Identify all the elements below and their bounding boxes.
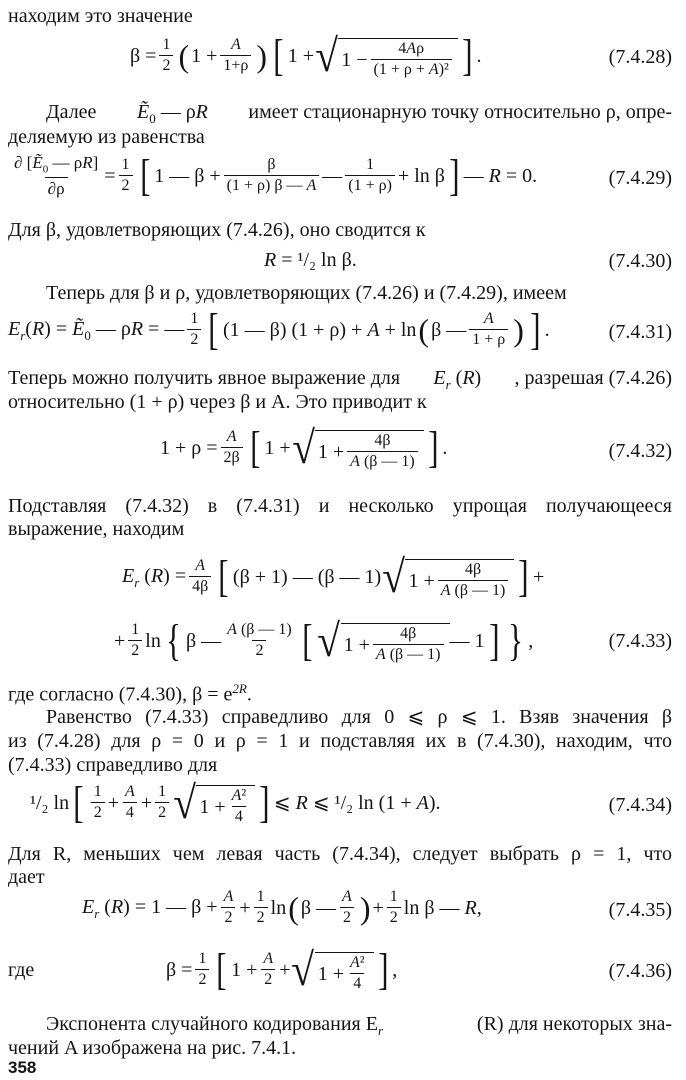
text-line-3: деляемую из равенства xyxy=(8,126,205,148)
math-inline: $E_r$ (R) xyxy=(433,367,482,392)
equation-number: (7.4.36) xyxy=(608,960,672,982)
math-inline: Ẽ$_0$ — ρR xyxy=(136,101,208,126)
equation-7-4-35: $E_r$ (R) = 1 — β + $\frac{A}{2}$ + $\frac{1}{2}$ ln ( β — $\frac{A}{2}$ ) + $\frac{1}{2}$ ln β — R, xyxy=(82,888,482,926)
exponent: 2R xyxy=(232,681,247,696)
text-line-17 xyxy=(46,1014,672,1037)
equation-7-4-32: 1 + ρ = $\frac{A}{2\beta}$ [ 1 + √ 1 + $\frac{4\beta}{A (\beta — 1)}$ ] . xyxy=(160,422,448,473)
text-line-11: Равенство (7.4.33) справедливо для 0 ⩽ ρ ⩽ 1. Взяв значения β xyxy=(46,706,672,728)
text-line-18: чений A изображена на рис. 7.4.1. xyxy=(8,1037,297,1059)
text-line-13: (7.4.33) справедливо для xyxy=(8,754,218,776)
equation-number: (7.4.34) xyxy=(608,794,672,816)
text-line-4: Для β, удовлетворяющих (7.4.26), оно сводится к xyxy=(8,219,426,241)
text-fragment: (R) для некоторых зна- xyxy=(476,1013,672,1035)
equation-number: (7.4.28) xyxy=(608,46,672,68)
text-fragment: имеет стационарную точку относительно ρ, опре- xyxy=(248,101,672,123)
equation-number: (7.4.35) xyxy=(608,899,672,921)
equation-7-4-30: R = ¹/₂ ln β. xyxy=(264,249,357,271)
equation-7-4-28: β = $\frac{1}{2}$ ( 1 + $\frac{A}{1+\rho}$ ) [ 1 + √ 1 − $\frac{4A\rho}{\text{(1 + ρ + A)²}}$ ] . xyxy=(130,30,482,81)
text-fragment: Далее xyxy=(46,101,97,123)
equation-7-4-34: ¹/₂ ln [ $\frac{1}{2}$ + $\frac{A}{4}$ + $\frac{1}{2}$ √ 1 + $\frac{\text{A²}}{4}$ ] ⩽ R ⩽ ¹/₂ ln (1 + A). xyxy=(30,777,441,828)
text-line-15: дает xyxy=(8,866,45,888)
equation-7-4-36: β = $\frac{1}{2}$ [ 1 + $\frac{A}{2}$ + √ 1 + $\frac{\text{A²}}{4}$ ] , xyxy=(166,944,398,995)
text-line-5: Теперь для β и ρ, удовлетворяющих (7.4.26) и (7.4.29), имеем xyxy=(46,282,567,304)
text-fragment: где согласно (7.4.30), β = e xyxy=(8,683,233,706)
text-line-10: где согласно (7.4.30), $\beta = e^{2R}$. xyxy=(8,681,252,706)
equation-7-4-33-line-1: $E_r$ (R) = $\frac{A}{4\beta}$ [ (β + 1) — (β — 1) √ 1 + $\frac{4\beta}{A (\beta — 1)}$ ] + xyxy=(122,551,545,602)
equation-7-4-29: $\frac{\partial [Ẽ_0 — \rho R]}{\partial\rho}$ = $\frac{1}{2}$ [ 1 — β + $\frac{\beta}{(1 + \rho) \beta — A}$ — $\frac{1}{(1 + \rho)}$ + ln β ] — R = 0. xyxy=(14,151,538,200)
text-fragment: Экспонента случайного кодирования $E_r$ xyxy=(46,1013,383,1038)
text-line-14: Для R, меньших чем левая часть (7.4.34), следует выбрать ρ = 1, что xyxy=(8,843,672,865)
text-line-2 xyxy=(46,102,672,125)
text-line-16: где xyxy=(8,959,35,981)
equation-7-4-33-line-2: + $\frac{1}{2}$ ln { β — $\frac{A (\beta — 1)}{2}$ [ √ 1 + $\frac{4\beta}{A (\beta — 1)}$ — 1 ] } , xyxy=(114,615,534,666)
text-line-12: из (7.4.28) для ρ = 0 и ρ = 1 и подставляя их в (7.4.30), находим, что xyxy=(8,730,672,752)
text-fragment: Теперь можно получить явное выражение для xyxy=(8,367,401,389)
equation-number: (7.4.30) xyxy=(608,250,672,272)
equation-number: (7.4.32) xyxy=(608,440,672,462)
text-line-1: находим это значение xyxy=(8,5,193,27)
text-line-6 xyxy=(8,368,672,391)
text-line-7: относительно (1 + ρ) через β и A. Это приводит к xyxy=(8,391,427,413)
text-line-8: Подставляя (7.4.32) в (7.4.31) и несколько упрощая получающееся xyxy=(8,495,672,517)
equation-number: (7.4.29) xyxy=(608,167,672,189)
page-number: 358 xyxy=(8,1058,37,1077)
text-fragment: , разрешая (7.4.26) xyxy=(514,367,672,389)
equation-number: (7.4.31) xyxy=(608,321,672,343)
equation-number: (7.4.33) xyxy=(608,630,672,652)
equation-7-4-31: $E_r(R)$ = Ẽ$_0$ — ρR = — $\frac{1}{2}$ [ (1 — β) (1 + ρ) + A + ln ( β — $\frac{A}{1 + \rho}$ ) ] . xyxy=(8,305,550,354)
text-line-9: выражение, находим xyxy=(8,518,185,540)
